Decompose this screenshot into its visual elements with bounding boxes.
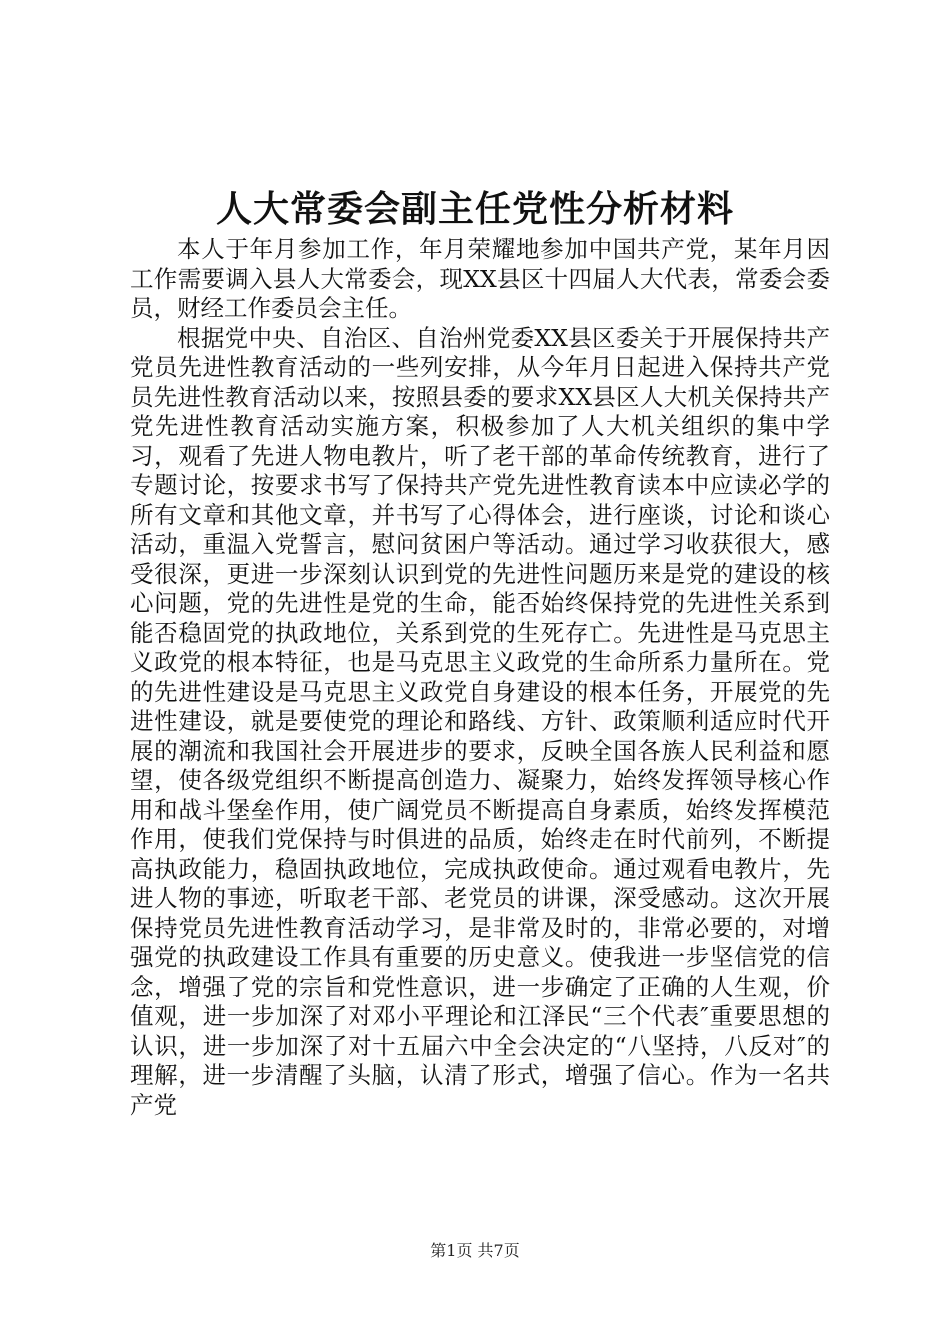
document-title: 人大常委会副主任党性分析材料	[215, 188, 734, 230]
paragraph-intro: 本人于年月参加工作，年月荣耀地参加中国共产党，某年月因工作需要调入县人大常委会，现XX县区十四届人大代表，常委会委员，财经工作委员会主任。	[130, 235, 830, 322]
paragraph-main: 根据党中央、自治区、自治州党委XX县区委关于开展保持共产党员先进性教育活动的一些列安排，从今年月日起进入保持共产党员先进性教育活动以来，按照县委的要求XX县区人大机关保持共产党先进性教育活动实施方案，积极参加了人大机关组织的集中学习，观看了先进人物电教片，听了老干部的革命传统教育，进行了专题讨论，按要求书写了保持共产党先进性教育读本中应读必学的所有文章和其他文章，并书写了心得体会，进行座谈，讨论和谈心活动，重温入党誓言，慰问贫困户等活动。通过学习收获很大，感受很深，更进一步深刻认识到党的先进性问题历来是党的建设的核心问题，党的先进性是党的生命，能否始终保持党的先进性关系到能否稳固党的执政地位，关系到党的生死存亡。先进性是马克思主义政党的根本特征，也是马克思主义政党的生命所系力量所在。党的先进性建设是马克思主义政党自身建设的根本任务，开展党的先进性建设，就是要使党的理论和路线、方针、政策顺利适应时代开展的潮流和我国社会开展进步的要求，反映全国各族人民利益和愿望，使各级党组织不断提高创造力、凝聚力，始终发挥领导核心作用和战斗堡垒作用，使广阔党员不断提高自身素质，始终发挥模范作用，使我们党保持与时俱进的品质，始终走在时代前列，不断提高执政能力，稳固执政地位，完成执政使命。通过观看电教片，先进人物的事迹，听取老干部、老党员的讲课，深受感动。这次开展保持党员先进性教育活动学习，是非常及时的，非常必要的，对增强党的执政建设工作具有重要的历史意义。使我进一步坚信党的信念，增强了党的宗旨和党性意识，进一步确定了正确的人生观，价值观，进一步加深了对邓小平理论和江泽民“三个代表″重要思想的认识，进一步加深了对十五届六中全会决定的“八坚持，八反对″的理解，进一步清醒了头脑，认清了形式，增强了信心。作为一名共产党	[130, 323, 830, 1119]
page-number-footer: 第1页 共7页	[430, 1241, 520, 1260]
document-body	[130, 235, 830, 1120]
